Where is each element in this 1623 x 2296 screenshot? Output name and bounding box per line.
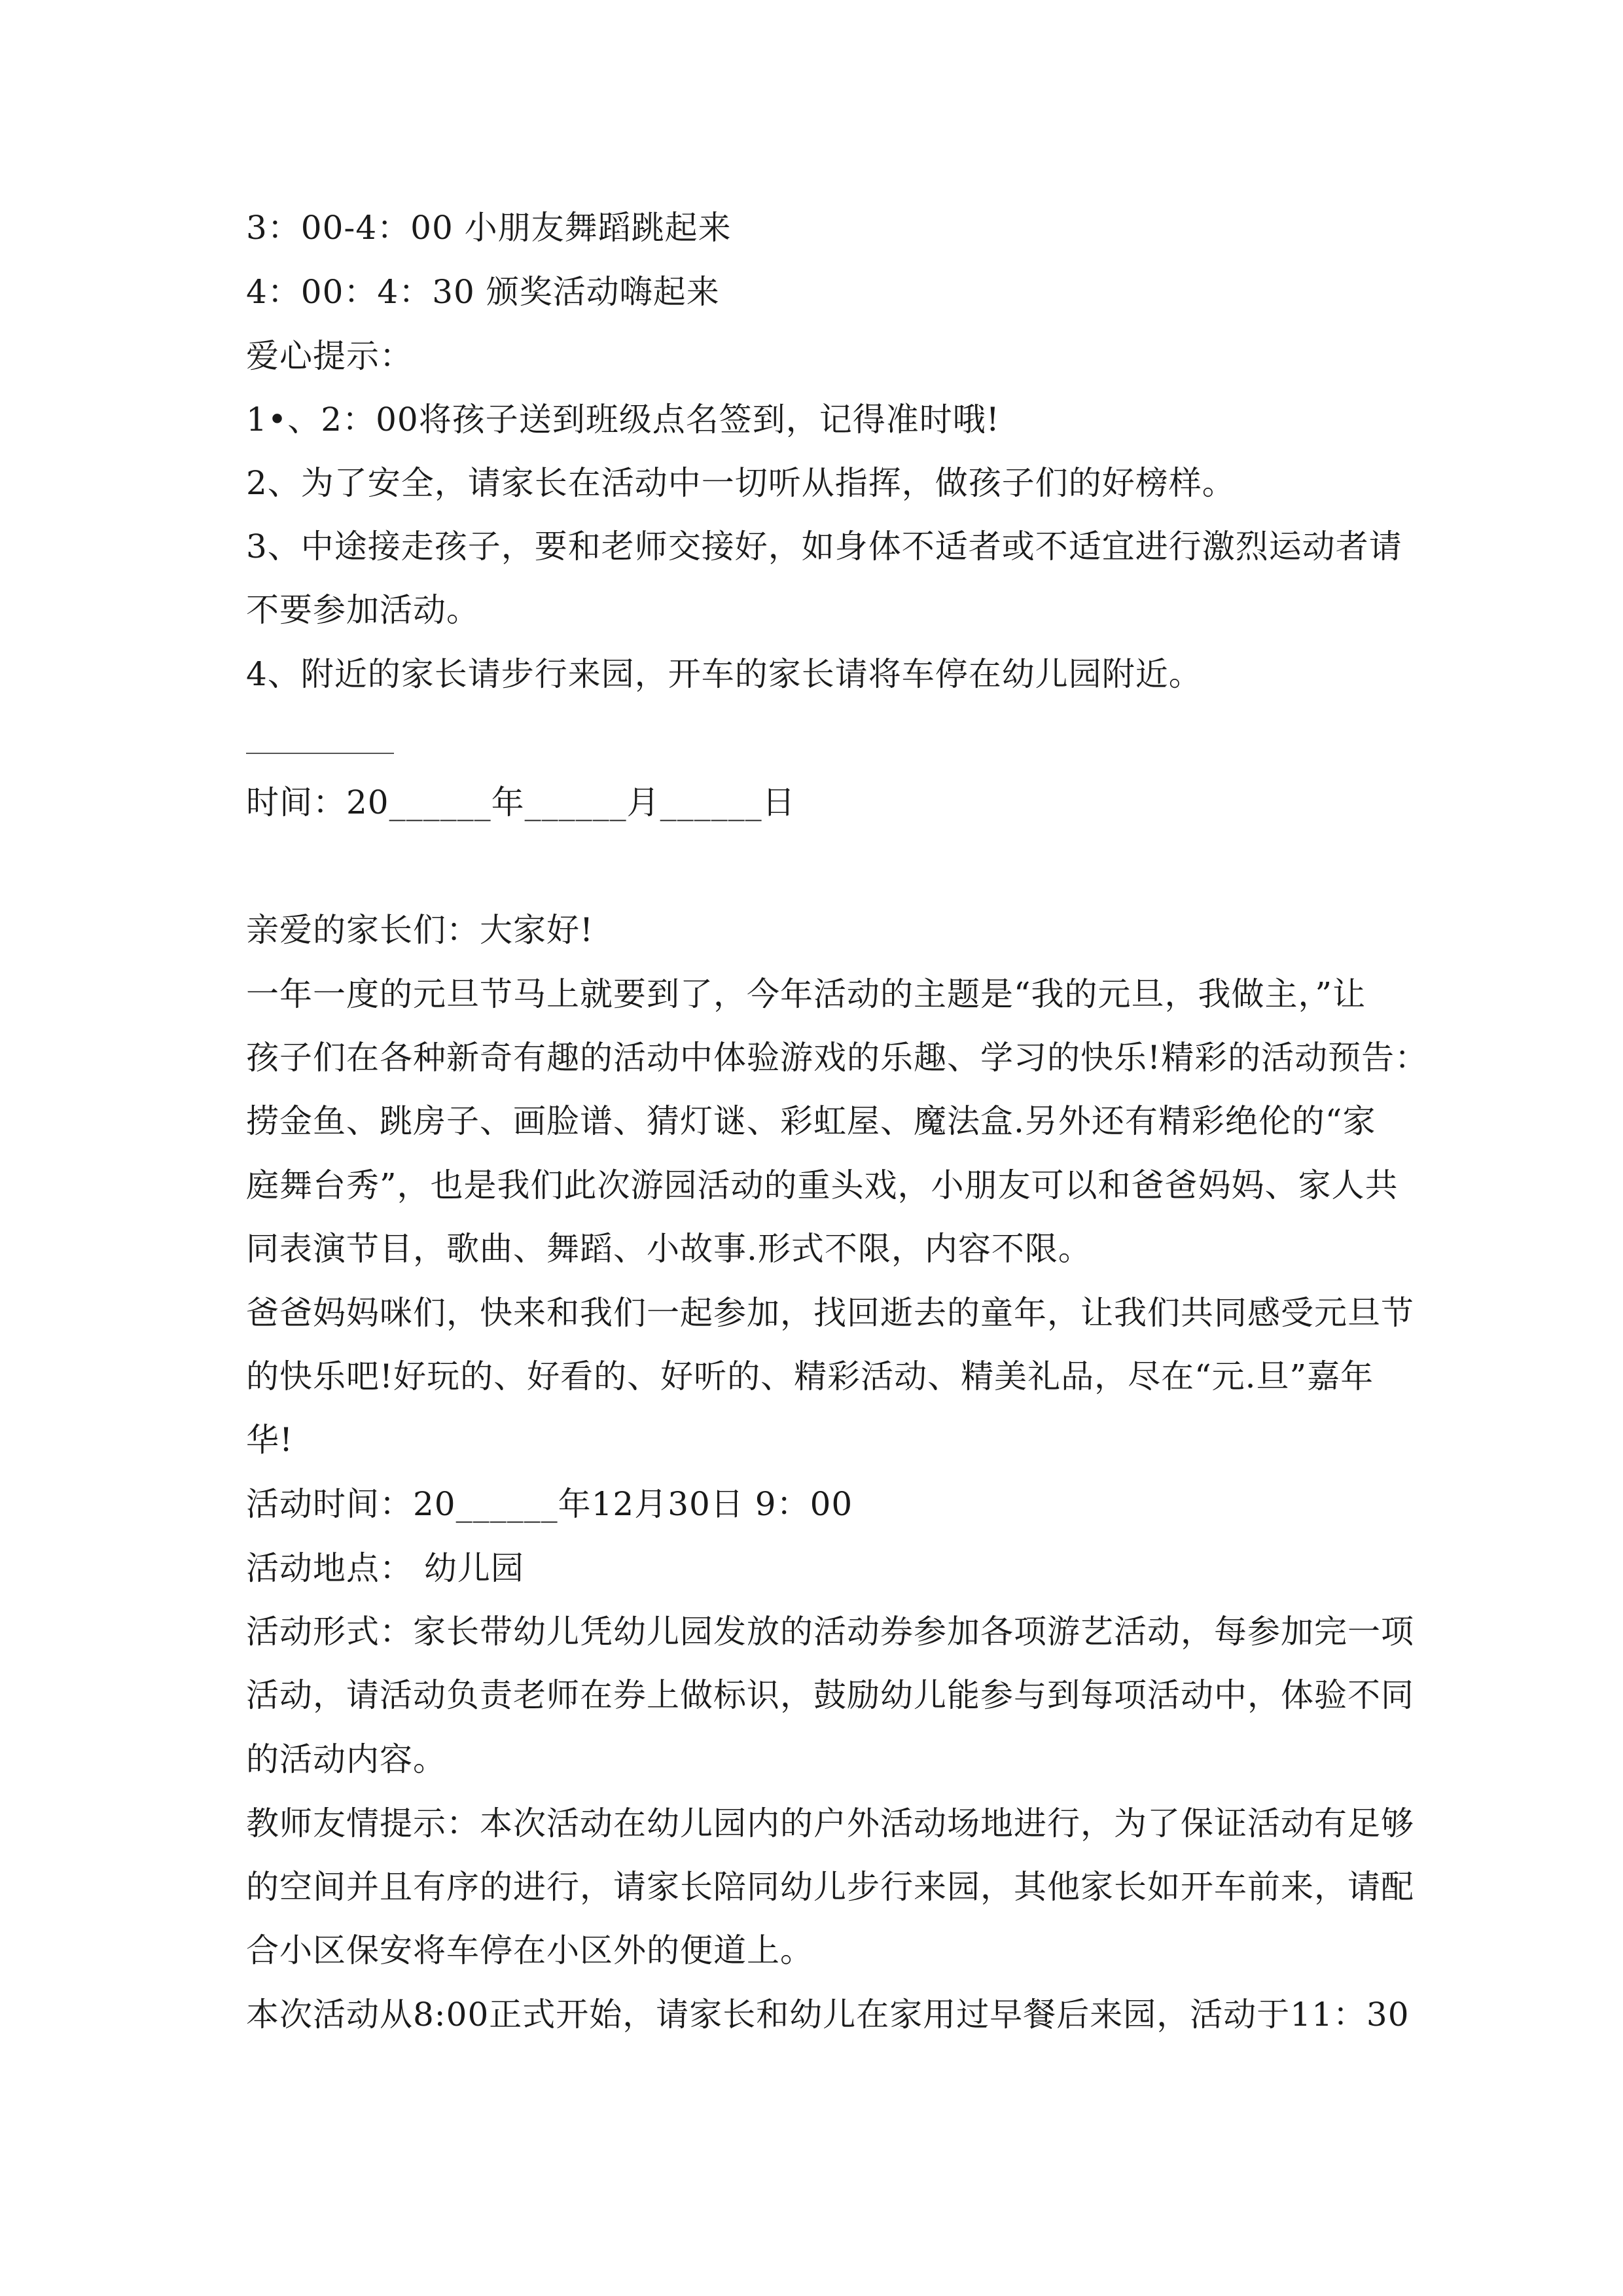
text-line: 华! — [246, 1421, 294, 1459]
section-heading: 爱心提示： — [246, 337, 413, 375]
text-line: 庭舞台秀”，也是我们此次游园活动的重头戏，小朋友可以和爸爸妈妈、家人共 — [246, 1166, 1399, 1204]
text-line: 一年一度的元旦节马上就要到了，今年活动的主题是“我的元旦，我做主，”让 — [246, 975, 1366, 1013]
text-line: 的快乐吧!好玩的、好看的、好听的、精彩活动、精美礼品，尽在“元.旦”嘉年 — [246, 1357, 1374, 1395]
text-line: 本次活动从8:00正式开始，请家长和幼儿在家用过早餐后来园，活动于11：30 — [246, 1996, 1410, 2034]
text-line: 不要参加活动。 — [246, 591, 480, 629]
divider — [246, 753, 394, 754]
text-line: 活动形式：家长带幼儿凭幼儿园发放的活动券参加各项游艺活动，每参加完一项 — [246, 1613, 1414, 1651]
text-line: 3：00-4：00 小朋友舞蹈跳起来 — [246, 209, 732, 247]
text-line: 教师友情提示：本次活动在幼儿园内的户外活动场地进行，为了保证活动有足够 — [246, 1804, 1414, 1842]
text-line: 合小区保安将车停在小区外的便道上。 — [246, 1931, 813, 1969]
date-line: 时间：20______年______月______日 — [246, 783, 796, 821]
text-line: 活动，请活动负责老师在券上做标识，鼓励幼儿能参与到每项活动中，体验不同 — [246, 1676, 1414, 1714]
text-line: 的活动内容。 — [246, 1740, 446, 1778]
text-line: 3、中途接走孩子，要和老师交接好，如身体不适者或不适宜进行激烈运动者请 — [246, 528, 1402, 565]
text-line: 的空间并且有序的进行，请家长陪同幼儿步行来园，其他家长如开车前来，请配 — [246, 1868, 1414, 1906]
text-line: 4、附近的家长请步行来园，开车的家长请将车停在幼儿园附近。 — [246, 655, 1202, 693]
activity-location: 活动地点： 幼儿园 — [246, 1549, 524, 1587]
text-line: 爸爸妈妈咪们，快来和我们一起参加，找回逝去的童年，让我们共同感受元旦节 — [246, 1294, 1414, 1332]
greeting: 亲爱的家长们：大家好! — [246, 911, 594, 949]
activity-time: 活动时间：20______年12月30日 9：00 — [246, 1485, 853, 1523]
text-line: 孩子们在各种新奇有趣的活动中体验游戏的乐趣、学习的快乐!精彩的活动预告： — [246, 1039, 1429, 1077]
text-line: 2、为了安全，请家长在活动中一切听从指挥，做孩子们的好榜样。 — [246, 464, 1236, 502]
text-line: 4：00：4：30 颁奖活动嗨起来 — [246, 273, 720, 311]
text-line: 同表演节目，歌曲、舞蹈、小故事.形式不限，内容不限。 — [246, 1230, 1092, 1268]
text-line: 1•、2：00将孩子送到班级点名签到，记得准时哦! — [246, 401, 1000, 439]
text-line: 捞金鱼、跳房子、画脸谱、猜灯谜、彩虹屋、魔法盒.另外还有精彩绝伦的“家 — [246, 1102, 1376, 1140]
